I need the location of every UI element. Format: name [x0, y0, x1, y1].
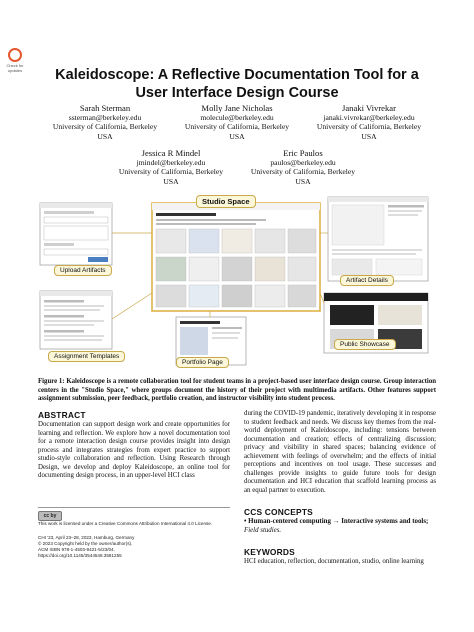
isbn-line: ACM ISBN 978-1-4503-9421-5/23/04. [38, 547, 115, 552]
author-affiliation: University of California, Berkeley [250, 167, 356, 177]
license-text: This work is licensed under a Creative Commons Attribution International 4.0 License. [38, 521, 213, 526]
copyright-line: © 2023 Copyright held by the owner/author(s). [38, 541, 133, 546]
author-block [106, 149, 236, 186]
paper-title: Kaleidoscope: A Reflective Documentation Tool for a User Interface Design Course [55, 67, 419, 101]
label-upload-artifacts: Upload Artifacts [54, 265, 112, 276]
author-email[interactable]: jmindel@berkeley.edu [136, 158, 206, 168]
keywords-text: HCI education, reflection, documentation, studio, online learning [244, 558, 424, 565]
keywords-heading: KEYWORDS [244, 547, 295, 557]
venue-line: CHI '23, April 23–28, 2023, Hamburg, Germany [38, 535, 135, 540]
author-country: USA [97, 131, 113, 141]
author-name: Sarah Sterman [79, 103, 131, 113]
badge-caption: Check for updates [6, 63, 24, 73]
author-email[interactable]: ssterman@berkeley.edu [68, 113, 142, 123]
author-name: Janaki Vivrekar [342, 103, 396, 113]
upload-artifacts-screenshot [40, 203, 112, 265]
doi-link[interactable]: https://doi.org/10.1145/3544548.3581255 [38, 553, 122, 558]
ccs-concepts-heading: CCS CONCEPTS [244, 507, 313, 517]
label-studio-space: Studio Space [196, 195, 256, 208]
studio-space-screenshot [152, 203, 320, 311]
figure-caption: Figure 1: Kaleidoscope is a remote collaboration tool for student teams in a project-based user interface design course. Group interaction centers in the "Studio Space," where groups document the history of their project with multimedia artifacts. Other features support assignment submission, peer feedback, portfolio creation, and instructor visibility into student process. [38, 378, 436, 403]
label-portfolio-page: Portfolio Page [176, 357, 229, 368]
ccs-concept-secondary: Field studies. [244, 526, 282, 534]
author-block [172, 104, 302, 141]
author-email[interactable]: janaki.vivrekar@berkeley.edu [323, 113, 415, 123]
abstract-heading: ABSTRACT [38, 410, 86, 420]
author-name: Molly Jane Nicholas [201, 103, 273, 113]
author-country: USA [163, 176, 179, 186]
check-for-updates-badge[interactable] [4, 48, 26, 80]
author-affiliation: University of California, Berkeley [118, 167, 224, 177]
author-country: USA [229, 131, 245, 141]
author-block [238, 149, 368, 186]
refresh-icon [8, 48, 22, 62]
author-name: Jessica R Mindel [141, 148, 201, 158]
teaser-figure [38, 193, 436, 373]
ccs-concepts-list [244, 518, 436, 535]
author-affiliation: University of California, Berkeley [52, 122, 158, 132]
author-affiliation: University of California, Berkeley [316, 122, 422, 132]
author-block [304, 104, 434, 141]
assignment-templates-screenshot [40, 291, 112, 349]
author-email[interactable]: molecule@berkeley.edu [200, 113, 274, 123]
label-public-showcase: Public Showcase [334, 339, 396, 350]
author-email[interactable]: paulos@berkeley.edu [270, 158, 336, 168]
license-rule [38, 507, 230, 508]
author-block [40, 104, 170, 141]
label-assignment-templates: Assignment Templates [48, 351, 125, 362]
ccs-concept-primary: • Human-centered computing → Interactive systems and tools; [244, 518, 429, 525]
author-name: Eric Paulos [283, 148, 323, 158]
author-affiliation: University of California, Berkeley [184, 122, 290, 132]
abstract-text-right: during the COVID-19 pandemic, iteratively developing it in response to student feedback and needs. We discuss key themes from the real-world deployment of Kaleidoscope, including: tensions between documentation and creation; effects of centralizing discussion; privacy and visibility in shared spaces; balancing evidence of achievement with feelings of overwhelm; and the effects of initial perceptions and incentives on tool usage. These successes and challenges provide insights to guide future tools for design documentation and HCI education that scaffold learning process as an equal partner to execution. [244, 410, 436, 494]
artifact-details-screenshot [328, 197, 428, 281]
label-artifact-details: Artifact Details [340, 275, 394, 286]
abstract-text-left: Documentation can support design work and create opportunities for learning and reflection. We explore how a novel documentation tool for a remote interaction design course provides insight into design process and integrates strategies from expert practice to support studio-style collaboration and reflection. Using Research through Design, we develop and deploy Kaleidoscope, an online tool for documenting design process, in an upper-level HCI class [38, 421, 230, 479]
author-country: USA [361, 131, 377, 141]
author-country: USA [295, 176, 311, 186]
cc-by-license-icon[interactable]: cc by [38, 511, 62, 521]
